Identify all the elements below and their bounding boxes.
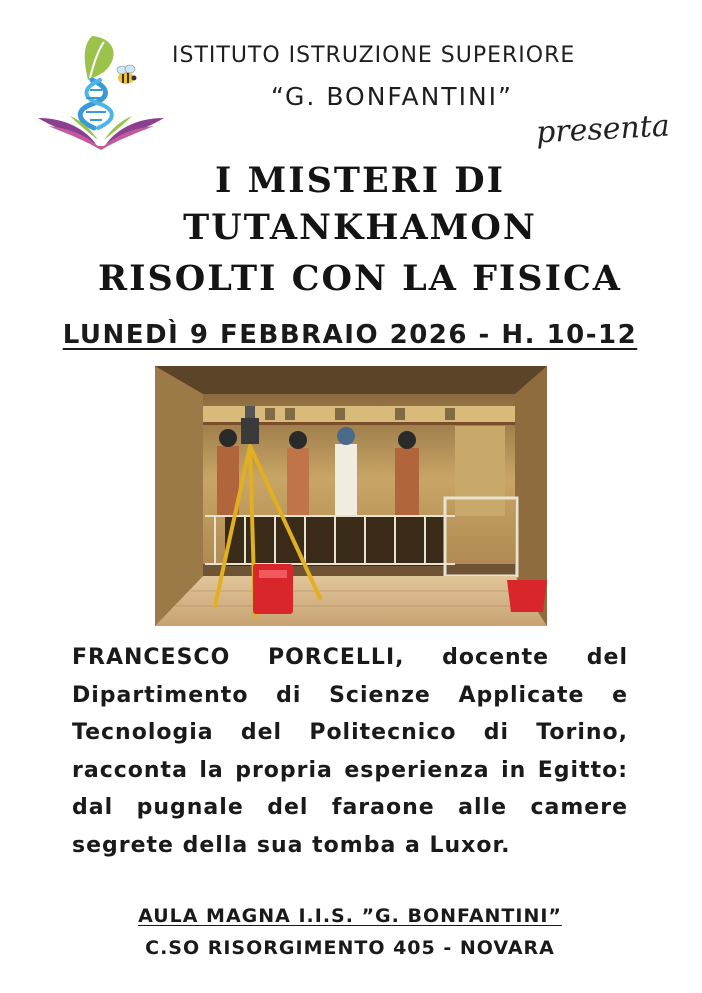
tomb-photo [155,366,547,626]
event-description: FRANCESCO PORCELLI, docente del Dipartimento di Scienze Applicate e Tecnologia del Politecnico di Torino, racconta la propria esperienza in Egitto: dal pugnale del faraone alle camere segrete della sua tomba a Luxor. [72,645,628,858]
event-title-line-1: I MISTERI DI [214,160,506,201]
address: C.SO RISORGIMENTO 405 - NOVARA [145,937,555,959]
event-title-line-3: RISOLTI CON LA FISICA [98,258,622,299]
school-logo-icon [34,32,168,150]
school-name: “G. BONFANTINI” [271,82,513,111]
event-date-time: LUNEDÌ 9 FEBBRAIO 2026 - H. 10-12 [62,320,638,350]
institute-line: ISTITUTO ISTRUZIONE SUPERIORE [172,43,576,68]
event-title-line-2: TUTANKHAMON [183,207,537,248]
presents-text: presenta [535,108,671,151]
venue: AULA MAGNA I.I.S. ”G. BONFANTINI” [138,905,562,927]
